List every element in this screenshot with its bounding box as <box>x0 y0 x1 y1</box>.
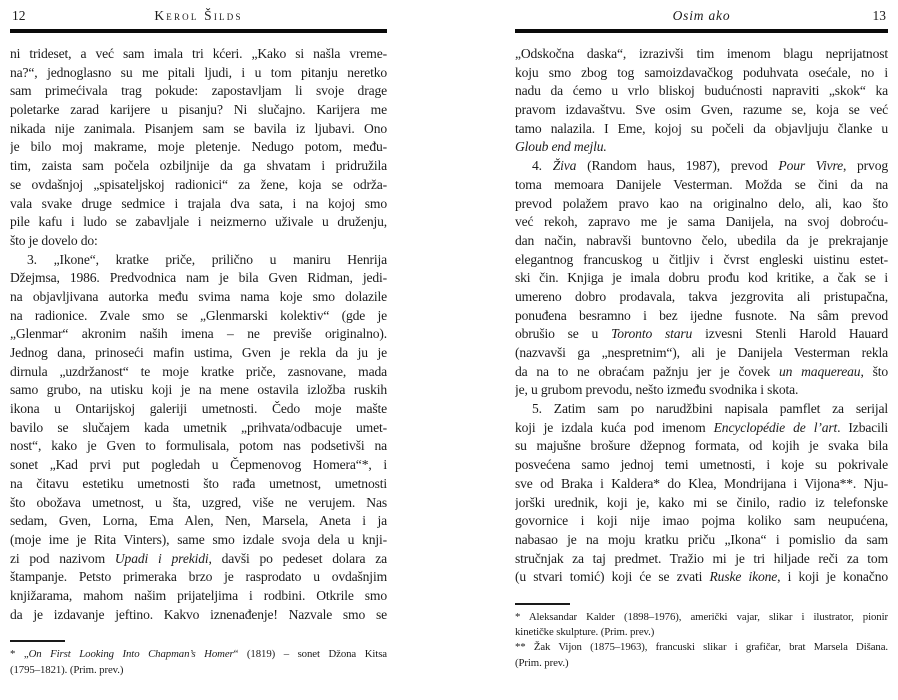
text-segment: da je izdavanje jeftino. Kakvo iznenađenje! Nazvale smo se <box>10 606 387 622</box>
right-page <box>515 0 888 671</box>
text-line <box>10 419 387 438</box>
text-segment: toma memoara Danijele Vesterman. Možda se čini da na <box>515 176 888 192</box>
text-segment: „Odskočna daska“, izrazivši tim imenom blagu neprijatnost <box>515 46 888 61</box>
text-line <box>515 101 888 120</box>
text-segment: nabasao je na moju kratku priču „Ikona“ i pomislio da sam <box>515 531 888 547</box>
left-page <box>10 0 387 678</box>
text-segment: na?“, jednoglasno su me pitali ljudi, i u tom pitanju neretko <box>10 64 387 80</box>
text-line <box>10 475 387 494</box>
text-line <box>10 568 387 587</box>
text-segment: na čitavu estetiku umetnosti što rađa umetnost, umetnosti <box>10 475 387 491</box>
text-segment: što je dovelo do: <box>10 232 98 248</box>
text-segment: zi pod nazivom <box>10 550 115 566</box>
text-line <box>10 45 387 64</box>
text-segment: Jednog dana, prinoseći mafin ustima, Gven je rekla da ju je <box>10 345 387 360</box>
text-line <box>10 138 387 157</box>
text-segment: stručnjak za taj predmet. Tražio mi je tri hiljade reči za tom <box>515 550 888 566</box>
text-line <box>515 213 888 232</box>
text-line <box>515 120 888 139</box>
text-line <box>10 120 387 139</box>
text-line <box>515 640 888 655</box>
text-line <box>515 344 888 363</box>
text-line <box>10 550 387 569</box>
text-line <box>10 64 387 83</box>
text-segment: da na to ne obraćam pažnju jer je čovek <box>515 363 779 379</box>
text-segment: izvesni Stenli Harold Hauard <box>692 326 888 342</box>
text-segment: nikada nije zanimala. Pisanjem sam se bavila iz ljubavi. Ono <box>10 120 387 136</box>
text-line <box>10 587 387 606</box>
italic-text: Pour Vivre <box>778 158 843 174</box>
text-line <box>515 625 888 640</box>
text-line <box>515 45 888 64</box>
italic-text: Upadi i prekidi <box>114 550 209 566</box>
text-segment: govornice i koji nije imao pojma koliko sam neupućena, <box>515 513 888 529</box>
text-line <box>10 232 387 251</box>
page-number: 12 <box>12 8 26 23</box>
text-segment: . Izbacili <box>837 419 888 435</box>
text-line <box>10 251 387 270</box>
text-segment: * „ <box>10 648 29 661</box>
text-line <box>515 610 888 625</box>
text-line <box>515 251 888 270</box>
text-line <box>515 307 888 326</box>
text-line <box>515 475 888 494</box>
text-line <box>10 606 387 625</box>
text-segment: ikona u Ontarijskoj galeriji umetnosti. Čedo moje mašte <box>10 401 387 417</box>
text-segment: , što <box>860 363 888 379</box>
text-segment: sedam, Gven, Lorna, Ema Alen, Nen, Marsela, Aneta i ja <box>10 513 387 529</box>
text-segment: što obožava umetnost, u šta, uzgred, više ne verujem. Nas <box>10 494 387 510</box>
text-line <box>515 656 888 671</box>
text-segment: samo grubo, na utisku koji je na mene ostavila izložba ruskih <box>10 382 387 398</box>
text-segment: ponuđena besramno i bez ijedne fusnote. Na sâm prevod <box>515 307 888 323</box>
footnote-rule <box>10 640 65 642</box>
text-segment: Džejmsa, 1986. Predvodnica nam je bila Gven Ridman, jedi- <box>10 270 387 286</box>
text-line <box>10 82 387 101</box>
footnote-block <box>515 603 888 671</box>
text-line <box>515 456 888 475</box>
text-line <box>515 195 888 214</box>
text-segment: (nazvavši ga „nespretnim“), ali je Danijela Vesterman rekla <box>515 345 888 360</box>
text-segment: dan način, nabravši buntovno čelo, ubedila da je prekrajanje <box>515 232 888 248</box>
text-segment: koju smo zbog tog samoizdavačkog poduhvata osećale, no i <box>515 64 888 80</box>
page-body <box>10 45 387 624</box>
text-segment: 5. Zatim sam po narudžbini napisala pamflet za serijal <box>532 401 888 417</box>
text-line <box>515 550 888 569</box>
text-line <box>515 64 888 83</box>
text-line <box>515 531 888 550</box>
text-line <box>515 176 888 195</box>
text-line <box>10 213 387 232</box>
text-line <box>515 138 888 157</box>
text-segment: dirnula „uzdržanost“ te moje kratke priče, zasnovane, mada <box>10 363 387 379</box>
text-segment: nadu da ćemo u vrlo bliskoj budućnosti napraviti „skok“ ka <box>515 83 888 99</box>
text-line <box>10 101 387 120</box>
text-segment: elegantnog francuskog u čitljiv i čvrst engleski uistinu estet- <box>515 251 888 267</box>
text-line <box>515 512 888 531</box>
text-segment: sam primećivala trag pokude: zapostavljam li svoje drage <box>10 83 387 99</box>
text-segment: su majušne brošure džepnog formata, od kojih je svaka bila <box>515 438 888 454</box>
text-segment: je bilo moj makrame, moje pletenje. Nedugo potom, među- <box>10 139 387 155</box>
text-line <box>10 307 387 326</box>
italic-text: On First Looking Into Chapman’s Homer <box>28 648 234 661</box>
text-line <box>10 363 387 382</box>
text-line <box>515 363 888 382</box>
text-line <box>10 325 387 344</box>
text-segment: ** Žak Vijon (1875–1963), francuski slikar i grafičar, brat Marsela Dišana. <box>515 641 888 654</box>
text-line <box>10 176 387 195</box>
text-segment: posvećena samo jednoj temi umetnosti, i koje su pokrivale <box>515 457 888 473</box>
text-segment: prevod polažem pravo kao na originalno delo, ali, kao što <box>515 195 888 211</box>
footnote-body <box>10 647 387 677</box>
text-line <box>515 82 888 101</box>
text-line <box>515 494 888 513</box>
text-segment: bavilo se slučajem kada umetnik „prihvata/odbacuje umet- <box>10 419 387 435</box>
text-segment: umereno dobro prodavala, takva jezgrovita ali pristupačna, <box>515 288 888 304</box>
text-segment: štampanje. Petsto primeraka brzo je rasprodato u ovdašnjim <box>10 569 387 585</box>
text-line <box>515 232 888 251</box>
text-segment: tim, zaista sam počela ozbiljnije da ga shvatam i pridružila <box>10 158 387 174</box>
text-segment: 4. <box>532 158 553 174</box>
text-segment: koji je izdala kuća pod imenom <box>515 419 714 435</box>
italic-text: Ruske ikone <box>709 569 778 585</box>
page-body <box>515 45 888 587</box>
text-segment: poletarke zarad karijere u pisanju? Ni slučajno. Karijera me <box>10 102 387 118</box>
text-line <box>10 494 387 513</box>
text-line <box>10 157 387 176</box>
text-line <box>10 288 387 307</box>
text-segment: obrušio se u <box>515 326 612 342</box>
italic-text: Encyclopédie de l’art <box>713 419 838 435</box>
text-line <box>10 344 387 363</box>
text-line <box>10 456 387 475</box>
text-line <box>515 381 888 400</box>
italic-text: Gloub end mejlu. <box>515 139 607 155</box>
text-segment: , prvog <box>842 158 888 174</box>
text-segment: je, u grubom prevodu, nešto između svodnika i skota. <box>515 382 799 398</box>
text-segment: , i koji je konačno <box>777 569 888 585</box>
text-segment: ni trideset, a već sam imala tri kćeri. „Kako si našla vreme- <box>10 46 387 61</box>
text-segment: kinetičke skulpture. (Prim. prev.) <box>515 626 655 639</box>
text-line <box>10 381 387 400</box>
text-line <box>515 400 888 419</box>
text-segment: na objavljivana autorka među svima nama koje smo dolazile <box>10 288 387 304</box>
text-segment: tamo nalazila. I Eme, kojoj su počeli da objavljuju članke u <box>515 120 888 136</box>
text-segment: 3. „Ikone“, kratke priče, prilično u maniru Henrija <box>27 251 387 267</box>
text-line <box>515 269 888 288</box>
text-line <box>515 325 888 344</box>
text-segment: (Prim. prev.) <box>515 656 569 669</box>
text-segment: se ovdašnjoj „spisateljskoj radionici“ za žene, koja se održa- <box>10 176 387 192</box>
text-segment: (moje ime je Rita Vinters), same smo izdale svoja dela u knji- <box>10 531 387 547</box>
text-segment: vala svake druge sedmice i trajala dva sata, i na kojoj smo <box>10 195 387 211</box>
text-line <box>10 400 387 419</box>
text-line <box>515 157 888 176</box>
page-header <box>10 0 387 33</box>
running-header: Kerol Šilds <box>154 8 243 23</box>
text-segment: , davši po pedeset dolara za <box>208 550 387 566</box>
italic-text: un maquereau <box>778 363 861 379</box>
page-header <box>515 0 888 33</box>
italic-text: Toronto staru <box>611 326 693 342</box>
text-segment: pile kafu i ludo se zabavljale i neizmerno uživale u druženju, <box>10 214 387 230</box>
text-segment: na radionice. Zvale smo se „Glenmarski kolektiv“ (gde je <box>10 307 387 323</box>
text-segment: nost“, kako je Gven to formulisala, potom nas podsetivši na <box>10 438 387 454</box>
text-line <box>10 195 387 214</box>
page-number: 13 <box>872 8 886 23</box>
footnote-block <box>10 640 387 677</box>
text-line <box>515 419 888 438</box>
text-segment: (Random haus, 1987), prevod <box>576 158 779 174</box>
italic-text: Živa <box>552 158 577 174</box>
running-header: Osim ako <box>672 8 731 23</box>
text-segment: ski čin. Knjiga je imala dobru prođu kod kritike, a čak se i <box>515 270 888 286</box>
text-line <box>10 269 387 288</box>
footnote-body <box>515 610 888 671</box>
text-segment: pravom izdavaštvu. Sve osim Gven, razume se, koja se već <box>515 102 888 118</box>
text-line <box>10 512 387 531</box>
text-line <box>515 437 888 456</box>
text-segment: “ (1819) – sonet Džona Kitsa <box>233 648 387 661</box>
text-segment: sve od Braka i Kaldera* do Klea, Mondrijana i Vijona**. Nju- <box>515 475 888 491</box>
text-line <box>10 531 387 550</box>
text-segment: * Aleksandar Kalder (1898–1976), američki vajar, slikar i ilustrator, pionir <box>515 610 888 623</box>
text-line <box>10 437 387 456</box>
text-segment: „Glenmar“ akronim naših imena – ne previše originalno). <box>10 326 387 342</box>
text-segment: jorški urednik, koji je, kako mi se činilo, radio iz telefonske <box>515 494 888 510</box>
text-line <box>515 568 888 587</box>
text-line <box>10 663 387 678</box>
text-segment: knjižarama, mahom našim prijateljima i rodbini. Otkrile smo <box>10 587 387 603</box>
text-segment: sonet „Kad prvi put pogledah u Čepmenovog Homera“*, i <box>10 457 387 473</box>
footnote-rule <box>515 603 570 605</box>
text-segment: (u stvari tomić) koji će se zvati <box>515 569 710 585</box>
text-line <box>515 288 888 307</box>
text-line <box>10 647 387 662</box>
text-segment: već rekoh, zapravo me je sama Danijela, na svoj dobroću- <box>515 214 888 230</box>
text-segment: (1795–1821). (Prim. prev.) <box>10 663 124 676</box>
